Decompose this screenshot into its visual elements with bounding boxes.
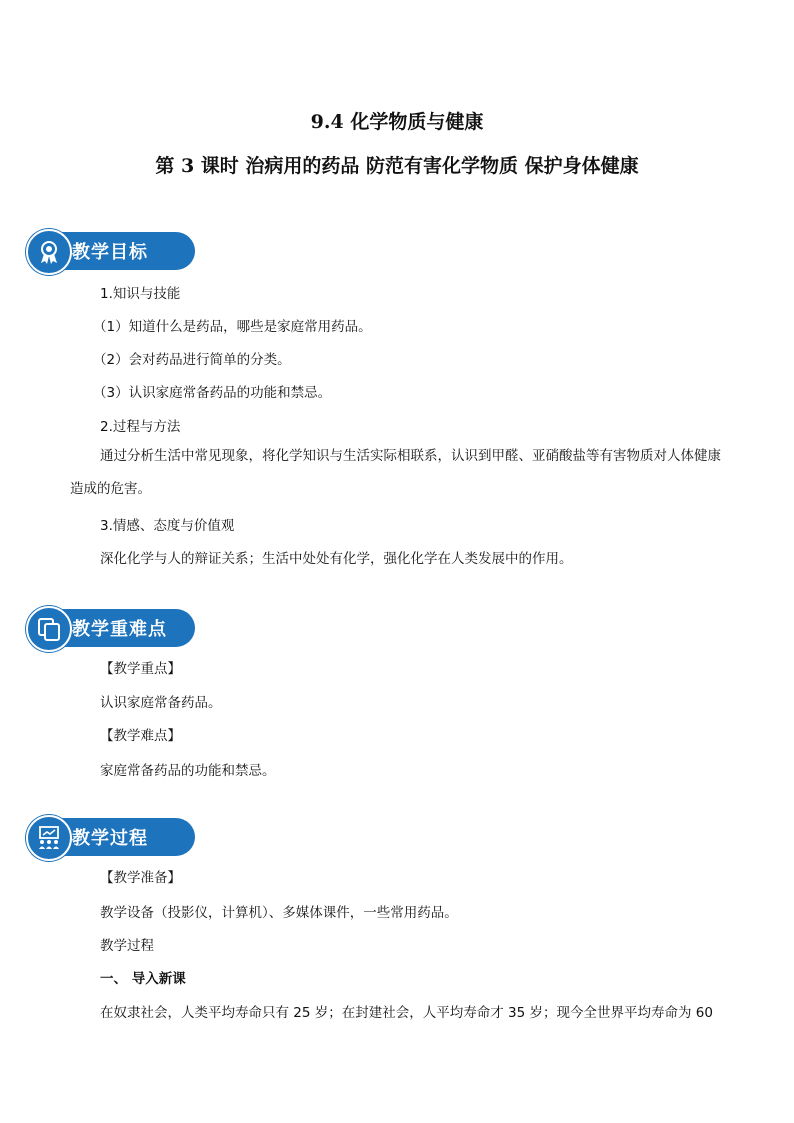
section-heading: 教学目标 bbox=[72, 242, 148, 263]
section-heading: 教学过程 bbox=[72, 828, 148, 849]
objective-process-heading: 2.过程与方法 bbox=[100, 419, 181, 435]
section-heading: 教学重难点 bbox=[72, 619, 167, 640]
page-title: 9.4 化学物质与健康 bbox=[310, 111, 484, 133]
process-prep-label: 【教学准备】 bbox=[100, 870, 181, 886]
intro-heading: 一、 导入新课 bbox=[100, 971, 186, 987]
lesson-subtitle: 第 3 课时 治病用的药品 防范有害化学物质 保护身体健康 bbox=[155, 155, 639, 177]
documents-icon bbox=[36, 616, 62, 642]
objective-emotion-text: 深化化学与人的辩证关系；生活中处处有化学，强化化学在人类发展中的作用。 bbox=[100, 551, 573, 567]
banner-icon-circle bbox=[26, 229, 72, 275]
objective-item: （3）认识家庭常备药品的功能和禁忌。 bbox=[93, 385, 332, 401]
objective-item: （1）知道什么是药品，哪些是家庭常用药品。 bbox=[93, 319, 372, 335]
process-prep-text: 教学设备（投影仪，计算机）、多媒体课件，一些常用药品。 bbox=[100, 905, 458, 921]
objective-item: （2）会对药品进行简单的分类。 bbox=[93, 352, 291, 368]
key-difficulty-label: 【教学难点】 bbox=[100, 728, 181, 744]
presentation-group-icon bbox=[36, 825, 62, 851]
key-difficulty-text: 家庭常备药品的功能和禁忌。 bbox=[100, 763, 276, 779]
section-banner-objectives bbox=[26, 229, 186, 273]
key-focus-label: 【教学重点】 bbox=[100, 661, 181, 677]
banner-icon-circle bbox=[26, 815, 72, 861]
intro-text: 在奴隶社会，人类平均寿命只有 25 岁；在封建社会，人平均寿命才 35 岁；现今全世界平均寿命为 60 bbox=[100, 1005, 713, 1021]
objective-knowledge-heading: 1.知识与技能 bbox=[100, 286, 181, 302]
process-label: 教学过程 bbox=[100, 938, 154, 954]
section-banner-process bbox=[26, 815, 186, 859]
section-banner-key-points bbox=[26, 606, 186, 650]
banner-icon-circle bbox=[26, 606, 72, 652]
objective-emotion-heading: 3.情感、态度与价值观 bbox=[100, 518, 235, 534]
award-ribbon-icon bbox=[36, 239, 62, 265]
key-focus-text: 认识家庭常备药品。 bbox=[100, 695, 222, 711]
objective-process-text: 通过分析生活中常见现象，将化学知识与生活实际相联系，认识到甲醛、亚硝酸盐等有害物质对人体健康造成的危害。 bbox=[70, 448, 721, 497]
